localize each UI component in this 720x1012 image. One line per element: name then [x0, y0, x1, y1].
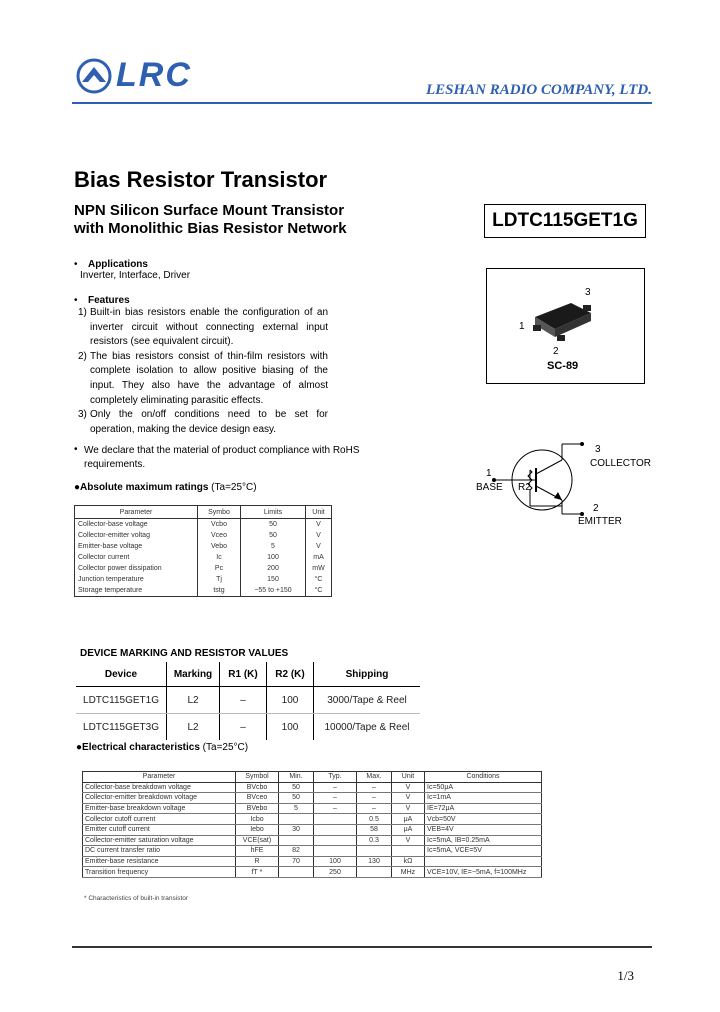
cell: 100 [267, 687, 314, 714]
cell: Pc [198, 563, 241, 574]
column-header: Marking [167, 662, 220, 687]
table-header-row [75, 506, 332, 519]
cell: −55 to +150 [241, 585, 306, 597]
feature-text: Only the on/off conditions need to be set for operation, making the device design easy. [90, 409, 328, 435]
cell: 100 [314, 856, 357, 867]
cell [357, 846, 392, 857]
column-header: Symbo [198, 506, 241, 519]
cell: 5 [241, 541, 306, 552]
cell: Vcbo [198, 519, 241, 531]
logo-text: LRC [116, 56, 192, 94]
package-pin-1: 1 [519, 321, 525, 332]
cell [279, 814, 314, 825]
circuit-collector-label: COLLECTOR [590, 458, 651, 469]
cell: 10000/Tape & Reel [314, 714, 421, 741]
cell: μA [392, 824, 425, 835]
column-header: Conditions [425, 772, 542, 783]
cell: – [220, 714, 267, 741]
cell: 100 [241, 552, 306, 563]
cell: μA [392, 814, 425, 825]
cell [314, 814, 357, 825]
cell [314, 835, 357, 846]
table-row [83, 867, 542, 878]
feature-number: 1) [78, 307, 87, 318]
cell: L2 [167, 714, 220, 741]
feature-item [78, 306, 328, 350]
table-row [75, 585, 332, 597]
cell: 50 [279, 793, 314, 804]
cell: Iebo [236, 824, 279, 835]
table-row [75, 541, 332, 552]
table-row [83, 793, 542, 804]
feature-number: 3) [78, 409, 87, 421]
cell: Ic=5mA, IB=0.25mA [425, 835, 542, 846]
table-row [76, 714, 420, 741]
cell: Emitter-base voltage [78, 543, 143, 550]
applications-text: Inverter, Interface, Driver [80, 270, 191, 281]
header-divider [72, 102, 652, 104]
package-pin-3: 3 [585, 287, 591, 298]
column-header: R1 (K) [220, 662, 267, 687]
table-row [75, 563, 332, 574]
cell: – [314, 782, 357, 793]
cell: fT * [236, 867, 279, 878]
table-row [83, 856, 542, 867]
column-header: Typ. [314, 772, 357, 783]
cell: V [392, 835, 425, 846]
cell: 200 [241, 563, 306, 574]
applications-heading: Applications [87, 259, 148, 270]
cell: Collector-emitter breakdown voltage [83, 793, 236, 804]
cell [314, 824, 357, 835]
cell: – [357, 793, 392, 804]
abs-max-title: Absolute maximum ratings [80, 482, 209, 493]
elec-bullet: ● [76, 742, 83, 753]
cell: V [392, 782, 425, 793]
elec-table [82, 771, 542, 878]
cell: 150 [241, 574, 306, 585]
column-header: R2 (K) [267, 662, 314, 687]
subtitle [74, 202, 414, 238]
abs-max-bullet: ● [74, 482, 81, 493]
cell: Collector power dissipation [78, 565, 162, 572]
feature-item [78, 350, 328, 408]
cell: 50 [279, 782, 314, 793]
company-name: LESHAN RADIO COMPANY, LTD. [425, 82, 652, 98]
cell: hFE [236, 846, 279, 857]
applications-bullet: • [74, 259, 78, 270]
cell: Emitter-base breakdown voltage [83, 803, 236, 814]
circuit-r2-label: R2 [518, 482, 531, 493]
rohs-bullet: • [74, 444, 78, 455]
cell: MHz [392, 867, 425, 878]
cell: VEB=4V [425, 824, 542, 835]
table-row [75, 552, 332, 563]
table-header-row [83, 772, 542, 783]
package-pin-2: 2 [553, 346, 559, 357]
column-header: Shipping [314, 662, 421, 687]
circuit-emitter-label: EMITTER [578, 516, 622, 527]
column-header: Symbol [236, 772, 279, 783]
features-list [78, 306, 328, 437]
rohs-statement [74, 444, 364, 472]
cell [357, 867, 392, 878]
circuit-pin-3: 3 [595, 444, 601, 455]
cell: Ic=5mA, VCE=5V [425, 846, 542, 857]
cell: VCE=10V, IE=−5mA, f=100MHz [425, 867, 542, 878]
table-row [83, 846, 542, 857]
cell: 100 [267, 714, 314, 741]
cell: 5 [279, 803, 314, 814]
cell [279, 835, 314, 846]
cell: Collector-base voltage [78, 521, 148, 528]
cell: Ic=1mA [425, 793, 542, 804]
cell: Vcb=50V [425, 814, 542, 825]
marking-table [76, 662, 420, 740]
cell: BVcbo [236, 782, 279, 793]
marking-heading: DEVICE MARKING AND RESISTOR VALUES [80, 648, 289, 659]
cell: R [236, 856, 279, 867]
sc89-package-icon [527, 289, 617, 349]
cell: Emitter-base resistance [83, 856, 236, 867]
circuit-base-label: BASE [476, 482, 503, 493]
cell: kΩ [392, 856, 425, 867]
column-header: Max. [357, 772, 392, 783]
feature-text: Built-in bias resistors enable the configuration of an inverter circuit without connecting external input resistors (see equivalent circuit). [90, 307, 328, 348]
cell: mA [306, 552, 332, 563]
cell: Ic [198, 552, 241, 563]
cell: °C [306, 574, 332, 585]
lrc-logo-icon [76, 58, 112, 94]
cell: – [220, 687, 267, 714]
column-header: Parameter [75, 506, 198, 519]
feature-number: 2) [78, 350, 87, 362]
table-row [83, 835, 542, 846]
cell: V [306, 530, 332, 541]
abs-max-heading [74, 482, 257, 493]
cell: mW [306, 563, 332, 574]
cell: V [392, 793, 425, 804]
column-header: Unit [392, 772, 425, 783]
part-number-box: LDTC115GET1G [484, 204, 646, 238]
cell: Collector-emitter voltag [78, 532, 150, 539]
cell: V [392, 803, 425, 814]
cell: LDTC115GET1G [76, 687, 167, 714]
cell: LDTC115GET3G [83, 721, 159, 733]
cell [279, 867, 314, 878]
cell: Icbo [236, 814, 279, 825]
cell: 130 [357, 856, 392, 867]
cell: V [306, 541, 332, 552]
rohs-text: We declare that the material of product compliance with RoHS requirements. [84, 445, 360, 470]
circuit-pin-2: 2 [593, 503, 599, 514]
cell: Collector cutoff current [83, 814, 236, 825]
cell: Collector current [78, 554, 130, 561]
cell: tstg [198, 585, 241, 597]
column-header: Parameter [83, 772, 236, 783]
cell: Emitter cutoff current [83, 824, 236, 835]
table-row [83, 782, 542, 793]
cell: Vebo [198, 541, 241, 552]
abs-max-table [74, 505, 332, 597]
cell: – [314, 793, 357, 804]
table-row [75, 574, 332, 585]
column-header: Limits [241, 506, 306, 519]
cell: Collector-emitter saturation voltage [83, 835, 236, 846]
table-row [83, 824, 542, 835]
column-header: Unit [306, 506, 332, 519]
feature-text: The bias resistors consist of thin-film resistors with complete isolation to allow positive biasing of the input. They also have the advantage of almost completely eliminating parasitic effects. [90, 350, 328, 406]
package-name: SC-89 [547, 360, 579, 372]
cell: Storage temperature [78, 587, 143, 594]
table-row [75, 530, 332, 541]
cell: IE=72μA [425, 803, 542, 814]
table-row [83, 803, 542, 814]
cell: Collector-base breakdown voltage [83, 782, 236, 793]
table-row [83, 814, 542, 825]
cell: 0.3 [357, 835, 392, 846]
table-header-row [76, 662, 420, 687]
elec-title: Electrical characteristics [82, 742, 200, 753]
footer-divider [72, 946, 652, 948]
cell: 3000/Tape & Reel [314, 687, 421, 714]
cell [392, 846, 425, 857]
page-title: Bias Resistor Transistor [74, 167, 328, 192]
column-header: Min. [279, 772, 314, 783]
table-row [76, 687, 420, 714]
cell: Vceo [198, 530, 241, 541]
cell: Junction temperature [78, 576, 144, 583]
cell: 50 [241, 519, 306, 531]
elec-footnote: * Characteristics of built-in transistor [84, 895, 189, 902]
cell: – [314, 803, 357, 814]
column-header: Device [76, 662, 167, 687]
feature-item [78, 408, 328, 437]
cell: – [357, 803, 392, 814]
cell: BVebo [236, 803, 279, 814]
subtitle-line-1: NPN Silicon Surface Mount Transistor [74, 202, 345, 219]
package-box [486, 268, 645, 384]
subtitle-line-2: with Monolithic Bias Resistor Network [74, 220, 347, 237]
cell [425, 856, 542, 867]
cell: 82 [279, 846, 314, 857]
cell: 0.5 [357, 814, 392, 825]
cell: °C [306, 585, 332, 597]
cell: – [357, 782, 392, 793]
elec-heading [76, 742, 248, 753]
cell: Ic=50μA [425, 782, 542, 793]
cell: 30 [279, 824, 314, 835]
table-row [75, 519, 332, 531]
cell: L2 [167, 687, 220, 714]
cell: BVceo [236, 793, 279, 804]
cell: 58 [357, 824, 392, 835]
cell: V [306, 519, 332, 531]
cell: 70 [279, 856, 314, 867]
cell: VCE(sat) [236, 835, 279, 846]
cell: 50 [241, 530, 306, 541]
cell: Tj [198, 574, 241, 585]
circuit-pin-1: 1 [486, 468, 492, 479]
cell: Transition frequency [83, 867, 236, 878]
features-heading: Features [87, 295, 130, 306]
cell: DC current transfer ratio [83, 846, 236, 857]
elec-condition: (Ta=25°C) [199, 742, 249, 753]
page-number: 1/3 [617, 968, 634, 983]
cell: 250 [314, 867, 357, 878]
cell [314, 846, 357, 857]
abs-max-condition: (Ta=25°C) [208, 482, 257, 493]
features-bullet: • [74, 295, 78, 306]
